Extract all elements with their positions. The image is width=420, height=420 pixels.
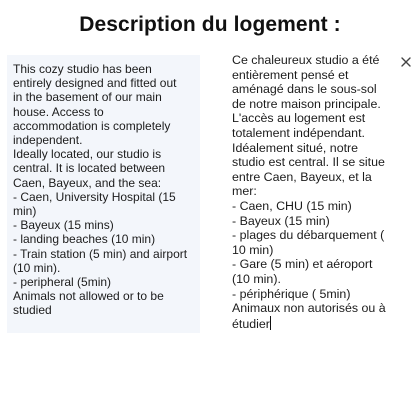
source-line: - landing beaches (10 min) [13,232,156,247]
source-line: Caen, Bayeux, and the sea: [13,175,162,190]
translation-line: Ce chaleureux studio a été [232,53,380,67]
source-line: studied [13,303,52,318]
translation-line: totalement indépendant. [232,125,365,140]
source-text-panel [7,55,200,333]
translation-line: entièrement pensé et [232,67,349,82]
source-line: house. Access to [13,104,104,119]
translation-line: Animaux non autorisés ou à [232,301,386,316]
translation-line: - Gare (5 min) et aéroport [232,257,373,272]
translation-line: - Caen, CHU (15 min) [232,198,352,213]
source-line: - Caen, University Hospital (15 [13,189,176,204]
translation-line: (10 min). [232,271,281,286]
translation-line: Idéalement situé, notre [232,140,359,155]
source-line: Ideally located, our studio is [13,147,162,162]
translation-line: étudier [232,316,270,331]
close-icon [399,55,413,69]
source-line: Animals not allowed or to be [13,289,164,304]
source-line: - Bayeux (15 mins) [13,218,114,233]
translation-line-last [232,316,400,332]
translation-line: L'accès au logement est [232,111,366,126]
source-line: min) [13,204,37,219]
translation-text-area[interactable] [232,53,400,331]
source-line: accommodation is completely [13,118,171,133]
close-button[interactable] [399,55,413,69]
source-line: - peripheral (5min) [13,275,112,290]
text-cursor [270,316,271,330]
source-line: in the basement of our main [13,90,162,105]
translation-line: studio est central. Il se situe [232,155,385,170]
source-line: independent. [13,133,83,148]
source-line: This cozy studio has been [13,62,152,76]
translation-line: - plages du débarquement ( [232,228,385,243]
translation-line: aménagé dans le sous-sol [232,82,377,97]
translation-line: 10 min) [232,242,274,257]
page-title: Description du logement : [79,13,341,36]
source-line: entirely designed and fitted out [13,76,177,91]
translation-line: entre Caen, Bayeux, et la [232,169,372,184]
source-line: (10 min). [13,260,61,275]
translation-line: de notre maison principale. [232,96,381,111]
translation-line: mer: [232,184,257,199]
translation-line: - Bayeux (15 min) [232,213,330,228]
translation-line: - périphérique ( 5min) [232,286,351,301]
source-line: central. It is located between [13,161,166,176]
source-line: - Train station (5 min) and airport [13,246,188,261]
